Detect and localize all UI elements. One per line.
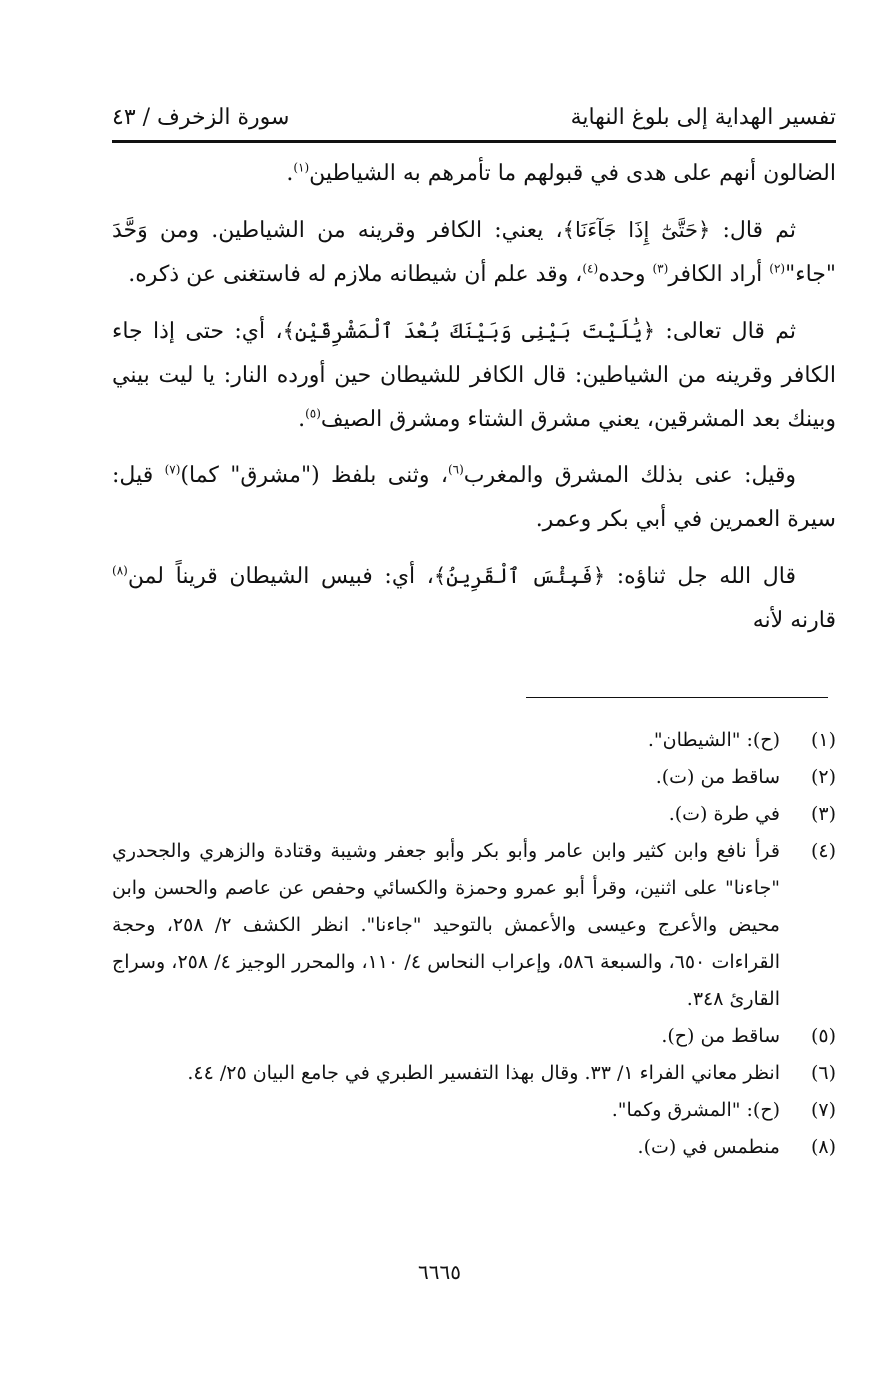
quran-verse: ﴿فَبِئْسَ ٱلْقَرِينُ﴾ — [433, 564, 606, 588]
footnote — [112, 1129, 836, 1166]
footnote-ref: (١) — [293, 160, 310, 175]
footnotes — [112, 722, 836, 1166]
footnote-number: (٢) — [810, 766, 836, 788]
page-number: ٦٦٦٥ — [418, 1260, 461, 1284]
footnote-number: (١) — [810, 729, 836, 751]
footnote-text: (ح): "الشيطان". — [647, 729, 780, 751]
footnote — [112, 722, 836, 759]
footnote-ref: (٢) — [769, 261, 786, 276]
footnote-number: (٣) — [810, 803, 836, 825]
footnote-separator — [526, 697, 828, 698]
quran-verse: ﴿حَتَّىٰٓ إِذَا جَآءَنَا﴾ — [562, 218, 711, 242]
footnote-ref: (٤) — [582, 261, 599, 276]
footnote-text: انظر معاني الفراء ١/ ٣٣. وقال بهذا التفسير الطبري في جامع البيان ٢٥/ ٤٤. — [187, 1062, 780, 1084]
footnote-ref: (٦) — [447, 462, 464, 477]
quran-verse: ﴿يَٰلَيْتَ بَيْنِى وَبَيْنَكَ بُعْدَ ٱلْمَشْرِقَيْنِ﴾ — [282, 319, 656, 343]
paragraph-5: قال الله جل ثناؤه: ﴿فَبِئْسَ ٱلْقَرِينُ﴾، أي: فبيس الشيطان قريناً لمن$^{(٨)}$ قارنه لأنه — [112, 563, 836, 633]
footnote-number: (٦) — [810, 1062, 836, 1084]
footnote — [112, 796, 836, 833]
paragraph-2: ثم قال: ﴿حَتَّىٰٓ إِذَا جَآءَنَا﴾، يعني: الكافر وقرينه من الشياطين. ومن وَحَّدَ "جاء"$^{(٢)}$ أراد الكافر$^{(٣)}$ وحده$^{(٤)}$، وقد علم أن شيطانه ملازم له فاستغنى عن ذكره. — [112, 218, 836, 287]
footnote — [112, 1092, 836, 1129]
header-rule — [112, 140, 836, 143]
footnote-text: في طرة (ت). — [668, 803, 780, 825]
footnote-number: (٥) — [810, 1025, 836, 1047]
footnote-text: قرأ نافع وابن كثير وابن عامر وأبو بكر وأبو جعفر وشيبة وقتادة والزهري والجحدري "جاءنا" على اثنين، وقرأ أبو عمرو وحمزة والكسائي وحفص عن عاصم والحسن وابن محيض والأعرج وعيسى والأعمش بالتوحيد "جاءنا". انظر الكشف ٢/ ٢٥٨، وحجة القراءات ٦٥٠، والسبعة ٥٨٦، وإعراب النحاس ٤/ ١١٠، والمحرر الوجيز ٤/ ٢٥٨، وسراج القارئ ٣٤٨. — [112, 840, 780, 1010]
footnote-text: (ح): "المشرق وكما". — [611, 1099, 780, 1121]
footnote-number: (٧) — [810, 1099, 836, 1121]
main-text — [112, 152, 836, 655]
surah-page-label: سورة الزخرف / ٤٣ — [112, 104, 290, 130]
footnote — [112, 759, 836, 796]
footnote-text: ساقط من (ت). — [655, 766, 780, 788]
footnote — [112, 1018, 836, 1055]
running-header — [112, 92, 836, 142]
footnote-ref: (٥) — [305, 406, 321, 421]
footnote-ref: (٣) — [652, 261, 669, 276]
footnote — [112, 1055, 836, 1092]
paragraph-1: الضالون أنهم على هدى في قبولهم ما تأمرهم به الشياطين$^{(١)}$. — [286, 160, 836, 186]
footnote-ref: (٧) — [164, 462, 181, 477]
footnote-text: منطمس في (ت). — [637, 1136, 780, 1158]
paragraph-4: وقيل: عنى بذلك المشرق والمغرب$^{(٦)}$، وثنى بلفظ ("مشرق" كما)$^{(٧)}$ قيل: سيرة العمرين في أبي بكر وعمر. — [112, 462, 836, 532]
book-title: تفسير الهداية إلى بلوغ النهاية — [570, 104, 836, 130]
footnote-number: (٤) — [810, 840, 836, 862]
footnote-number: (٨) — [810, 1136, 836, 1158]
footnote-ref: (٨) — [112, 563, 128, 578]
footnote-text: ساقط من (ح). — [661, 1025, 780, 1047]
footnote — [112, 833, 836, 1018]
paragraph-3: ثم قال تعالى: ﴿يَٰلَيْتَ بَيْنِى وَبَيْنَكَ بُعْدَ ٱلْمَشْرِقَيْنِ﴾، أي: حتى إذا جاء الكافر وقرينه من الشياطين: قال الكافر للشيطان حين أورده النار: يا ليت بيني وبينك بعد المشرقين، يعني مشرق الشتاء ومشرق الصيف$^{(٥)}$. — [112, 319, 836, 432]
